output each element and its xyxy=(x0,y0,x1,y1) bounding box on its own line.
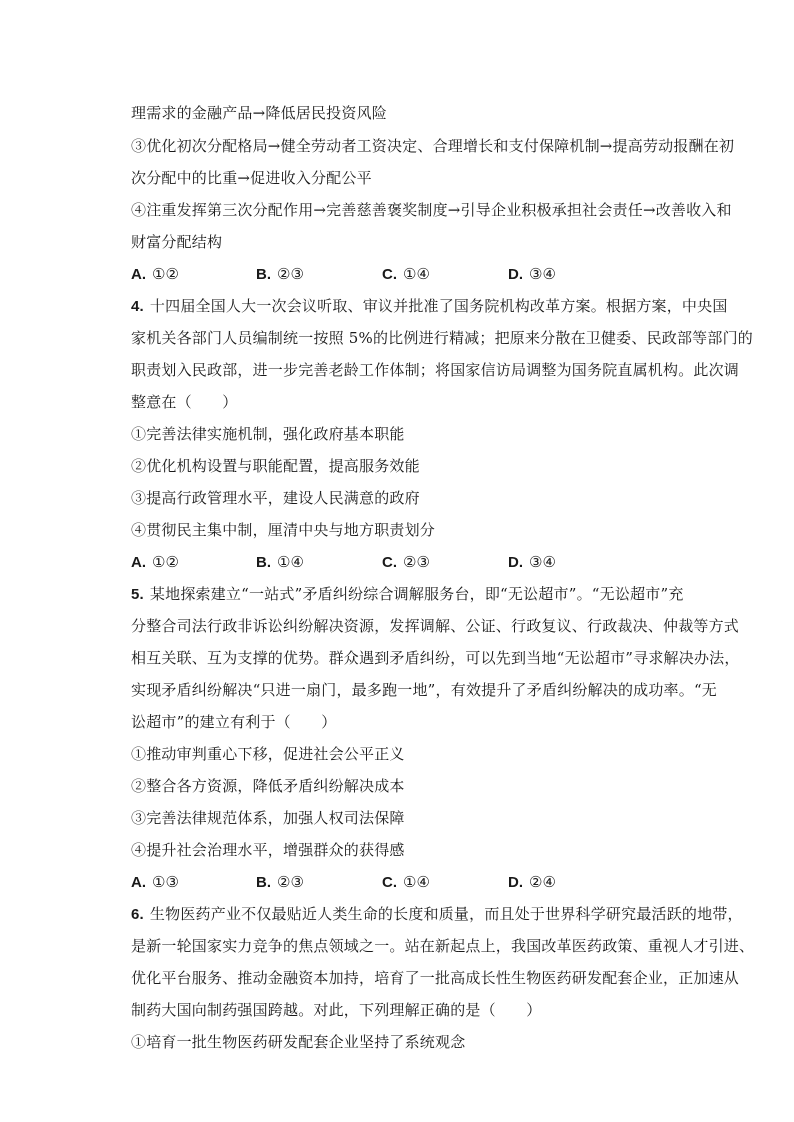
q3-item4-line2: 财富分配结构 xyxy=(131,233,223,251)
q3-item3-line2: 次分配中的比重→促进收入分配公平 xyxy=(131,169,372,187)
q3-item2-tail: 理需求的金融产品→降低居民投资风险 xyxy=(131,104,387,122)
q5-item-3: ③完善法律规范体系，加强人权司法保障 xyxy=(131,809,405,827)
q4-item-3: ③提高行政管理水平，建设人民满意的政府 xyxy=(131,489,420,507)
q3-option-c[interactable]: C. ①④ xyxy=(382,265,430,283)
q3-item4-line1: ④注重发挥第三次分配作用→完善慈善褒奖制度→引导企业积极承担社会责任→改善收入和 xyxy=(131,201,732,219)
q3-option-a[interactable]: A. ①② xyxy=(131,265,179,283)
q5-item-4: ④提升社会治理水平，增强群众的获得感 xyxy=(131,841,405,859)
q5-item-2: ②整合各方资源，降低矛盾纠纷解决成本 xyxy=(131,777,405,795)
q4-option-a[interactable]: A. ①② xyxy=(131,553,179,571)
q5-stem-line5: 讼超市”的建立有利于（ ） xyxy=(131,713,337,731)
q5-stem-line3: 相互关联、互为支撑的优势。群众遇到矛盾纠纷，可以先到当地“无讼超市”寻求解决办法， xyxy=(131,649,740,667)
q5-stem-line4: 实现矛盾纠纷解决“只进一扇门，最多跑一地”，有效提升了矛盾纠纷解决的成功率。“无 xyxy=(131,681,718,699)
q6-stem-line4: 制药大国向制药强国跨越。对此，下列理解正确的是（ ） xyxy=(131,1001,542,1019)
q4-options xyxy=(131,552,691,572)
q5-number: 5. xyxy=(131,586,144,603)
q4-stem-line4: 整意在（ ） xyxy=(131,393,238,411)
q4-option-c[interactable]: C. ②③ xyxy=(382,553,430,571)
q4-stem-line3: 职责划入民政部，进一步完善老龄工作体制；将国家信访局调整为国务院直属机构。此次调 xyxy=(131,361,740,379)
q5-option-d[interactable]: D. ②④ xyxy=(508,873,556,891)
q6-stem-line2: 是新一轮国家实力竞争的焦点领域之一。站在新起点上，我国改革医药政策、重视人才引进、 xyxy=(131,937,755,955)
q4-item-2: ②优化机构设置与职能配置，提高服务效能 xyxy=(131,457,420,475)
q3-options xyxy=(131,264,691,284)
q6-number: 6. xyxy=(131,906,144,923)
q5-stem-line2: 分整合司法行政非诉讼纠纷解决资源，发挥调解、公证、行政复议、行政裁决、仲裁等方式 xyxy=(131,617,740,635)
q4-stem-line2: 家机关各部门人员编制统一按照 5%的比例进行精减；把原来分散在卫健委、民政部等部门的 xyxy=(131,329,753,347)
q4-item-1: ①完善法律实施机制，强化政府基本职能 xyxy=(131,425,405,443)
q3-item3-line1: ③优化初次分配格局→健全劳动者工资决定、合理增长和支付保障机制→提高劳动报酬在初 xyxy=(131,137,735,155)
q3-option-d[interactable]: D. ③④ xyxy=(508,265,556,283)
q4-number: 4. xyxy=(131,298,144,315)
q5-options xyxy=(131,872,691,892)
q4-option-b[interactable]: B. ①④ xyxy=(256,553,304,571)
q3-option-b[interactable]: B. ②③ xyxy=(256,265,304,283)
q4-stem-line1: 4. 十四届全国人大一次会议听取、审议并批准了国务院机构改革方案。根据方案，中央国 xyxy=(131,297,728,315)
q5-stem-line1: 5. 某地探索建立“一站式”矛盾纠纷综合调解服务台，即“无讼超市”。“无讼超市”充 xyxy=(131,585,684,603)
q6-stem-line1: 6. 生物医药产业不仅最贴近人类生命的长度和质量，而且处于世界科学研究最活跃的地带， xyxy=(131,905,743,923)
q6-stem-line3: 优化平台服务、推动金融资本加持，培育了一批高成长性生物医药研发配套企业，正加速从 xyxy=(131,969,740,987)
q4-item-4: ④贯彻民主集中制，厘清中央与地方职责划分 xyxy=(131,521,436,539)
q6-item-1: ①培育一批生物医药研发配套企业坚持了系统观念 xyxy=(131,1033,466,1051)
q5-option-c[interactable]: C. ①④ xyxy=(382,873,430,891)
q4-option-d[interactable]: D. ③④ xyxy=(508,553,556,571)
q5-item-1: ①推动审判重心下移，促进社会公平正义 xyxy=(131,745,405,763)
q5-option-a[interactable]: A. ①③ xyxy=(131,873,179,891)
q5-option-b[interactable]: B. ②③ xyxy=(256,873,304,891)
